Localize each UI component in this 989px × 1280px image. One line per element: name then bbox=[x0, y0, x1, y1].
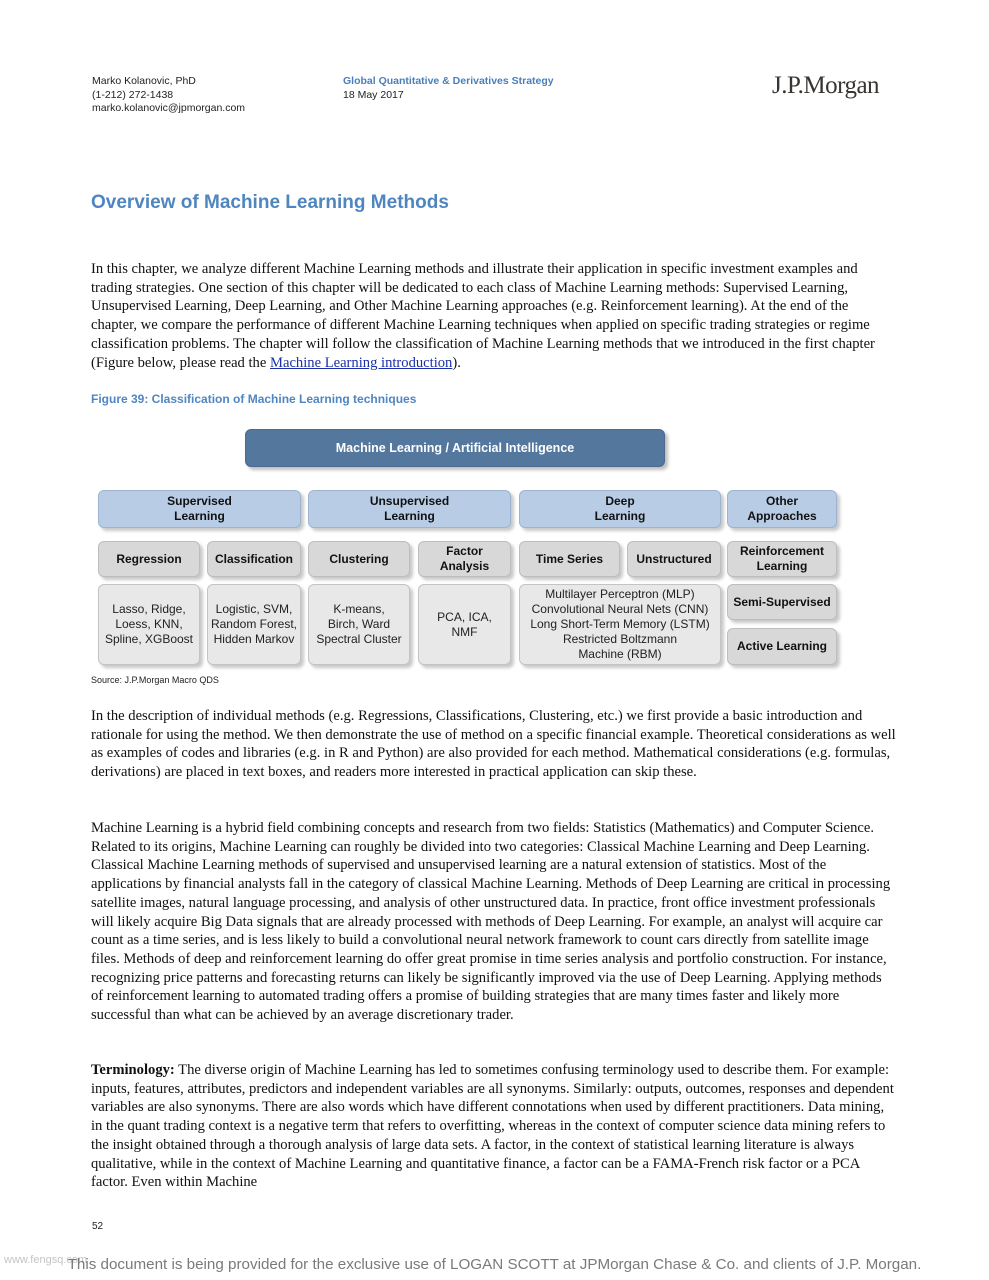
sub-factor-line1: Factor bbox=[446, 544, 483, 558]
leaf-regression-line2: Loess, KNN, bbox=[115, 617, 183, 631]
leaf-factor-line2: NMF bbox=[451, 624, 478, 639]
category-unsupervised-line1: Unsupervised bbox=[369, 494, 450, 508]
report-date: 18 May 2017 bbox=[343, 88, 404, 101]
footer-disclaimer: This document is being provided for the exclusive use of LOGAN SCOTT at JPMorgan Chase & Co. and clients of J.P. Morgan. bbox=[67, 1256, 922, 1273]
category-other bbox=[727, 490, 837, 528]
leaf-regression-line3: Spline, XGBoost bbox=[104, 632, 194, 646]
sub-semi-supervised: Semi-Supervised bbox=[727, 584, 837, 620]
page-number: 52 bbox=[92, 1221, 104, 1232]
strategy-block bbox=[343, 75, 554, 102]
paragraph-ml-hybrid-field: Machine Learning is a hybrid field combining concepts and research from two fields: Statistics (Mathematics) and Computer Science. Related to its origins, Machine Learning can roughly be divided into two categories: Classical Machine Learning and Deep Learning. Classical Machine Learning methods of supervised and unsupervised learning are a natural extension of statistics. Most of the applications by financial analysts fall in the category of classical Machine Learning. Methods of Deep Learning are critical in processing satellite images, natural language processing, and analysis of other unstructured data. In practice, front office investment professionals will likely acquire Big Data signals that are already processed with methods of Deep Learning. For example, an analyst will acquire car count as a time series, and is less likely to build a convolutional neural network framework to count cars directly from satellite image files. Methods of deep and reinforcement learning do offer great promise in time series analysis and portfolio construction. For instance, recognizing price patterns and forecasting returns can likely be significantly improved via the use of Deep Learning. Applying methods of reinforcement learning to automated trading offers a promise of building strategies that are many times faster and likely more successful than what can be achieved by an average discretionary trader. bbox=[91, 820, 891, 1024]
terminology-label: Terminology: bbox=[91, 1062, 175, 1078]
leaf-deep-line2: Convolutional Neural Nets (CNN) bbox=[531, 602, 709, 616]
leaf-factor-line1: PCA, ICA, bbox=[437, 609, 492, 624]
category-supervised-line1: Supervised bbox=[167, 494, 232, 508]
sub-factor-line2: Analysis bbox=[439, 559, 490, 573]
category-deep-line1: Deep bbox=[605, 494, 635, 508]
sub-factor-analysis bbox=[418, 541, 511, 577]
leaf-deep-learning bbox=[519, 584, 721, 665]
leaf-deep-line5: Machine (RBM) bbox=[578, 647, 662, 661]
leaf-regression bbox=[98, 584, 200, 665]
leaf-factor-analysis bbox=[418, 584, 511, 665]
figure-caption: Figure 39: Classification of Machine Learning techniques bbox=[91, 392, 417, 406]
intro-text: In this chapter, we analyze different Machine Learning methods and illustrate their application in specific investment examples and trading strategies. One section of this chapter will be dedicated to each class of Machine Learning methods: Supervised Learning, Unsupervised Learning, Deep Learning, and Other Machine Learning approaches (e.g. Reinforcement learning). At the end of the chapter, we compare the performance of different Machine Learning techniques when applied on specific trading strategies or regime classification problems. The chapter will follow the classification of Machine Learning methods that we introduced in the first chapter (Figure below, please read the bbox=[91, 261, 875, 371]
category-supervised-line2: Learning bbox=[174, 509, 225, 523]
ml-introduction-link[interactable]: Machine Learning introduction bbox=[269, 354, 453, 371]
terminology-text: The diverse origin of Machine Learning has led to sometimes confusing terminology used to describe them. For example: inputs, features, attributes, predictors and independent variables are all synonyms. Similarly: outputs, outcomes, responses and dependent variables are also synonyms. There are also words which have different connotations when used by different practitioners. Data mining, in the quant trading context is a negative term that refers to overfitting, whereas in the context of computer science data mining refers to the insight obtained through a thorough analysis of large data sets. A factor, in the context of statistical learning literature is always qualitative, while in the context of Machine Learning and quantitative finance, a factor can be a FAMA-French risk factor or a PCA factor. Even within Machine bbox=[91, 1062, 894, 1191]
author-name: Marko Kolanovic, PhD bbox=[92, 75, 196, 87]
page-title: Overview of Machine Learning Methods bbox=[91, 192, 449, 213]
strategy-name: Global Quantitative & Derivatives Strategy bbox=[343, 75, 554, 87]
leaf-deep-line1: Multilayer Perceptron (MLP) bbox=[545, 587, 695, 601]
category-other-line1: Other bbox=[765, 494, 798, 508]
author-phone: (1-212) 272-1438 bbox=[92, 88, 174, 101]
paragraph-terminology bbox=[91, 1061, 896, 1192]
leaf-regression-line1: Lasso, Ridge, bbox=[112, 602, 186, 616]
sub-reinforcement-learning bbox=[727, 541, 837, 577]
leaf-classification-line3: Hidden Markov bbox=[213, 632, 295, 646]
leaf-deep-line3: Long Short-Term Memory (LSTM) bbox=[530, 617, 710, 631]
figure-source: Source: J.P.Morgan Macro QDS bbox=[91, 675, 219, 685]
watermark: www.fengsq.com bbox=[4, 1254, 88, 1266]
sub-regression: Regression bbox=[98, 541, 200, 577]
category-deep-line2: Learning bbox=[594, 509, 646, 523]
category-unsupervised bbox=[308, 490, 511, 528]
leaf-classification-line2: Random Forest, bbox=[210, 617, 298, 631]
leaf-classification-line1: Logistic, SVM, bbox=[215, 602, 293, 616]
sub-reinforcement-line1: Reinforcement bbox=[739, 544, 825, 558]
intro-paragraph bbox=[91, 260, 896, 372]
leaf-clustering bbox=[308, 584, 410, 665]
sub-clustering: Clustering bbox=[308, 541, 410, 577]
paragraph-methods-description: In the description of individual methods (e.g. Regressions, Classifications, Clustering, etc.) we first provide a basic introduction and rationale for using the method. We then demonstrate the use of method on a specific financial example. Theoretical considerations as well as examples of codes and libraries (e.g. in R and Python) are also provided for each method. Mathematical considerations (e.g. formulas, derivations) are placed in text boxes, and readers more interested in practical application can skip these. bbox=[91, 708, 896, 781]
jpmorgan-logo: J.P.Morgan bbox=[772, 72, 880, 99]
sub-active-learning: Active Learning bbox=[727, 628, 837, 665]
leaf-classification bbox=[207, 584, 301, 665]
category-unsupervised-line2: Learning bbox=[384, 509, 435, 523]
author-block bbox=[92, 75, 245, 116]
category-supervised bbox=[98, 490, 301, 528]
author-email: marko.kolanovic@jpmorgan.com bbox=[92, 102, 246, 114]
category-deep bbox=[519, 490, 721, 528]
leaf-clustering-line2: Birch, Ward bbox=[327, 617, 391, 631]
leaf-clustering-line3: Spectral Cluster bbox=[316, 632, 402, 646]
leaf-deep-line4: Restricted Boltzmann bbox=[562, 632, 678, 646]
category-other-line2: Approaches bbox=[747, 509, 817, 523]
sub-reinforcement-line2: Learning bbox=[756, 559, 808, 573]
intro-end: ). bbox=[452, 354, 461, 371]
sub-classification: Classification bbox=[207, 541, 301, 577]
leaf-clustering-line1: K-means, bbox=[333, 602, 385, 616]
root-node: Machine Learning / Artificial Intelligence bbox=[245, 429, 665, 467]
sub-unstructured: Unstructured bbox=[627, 541, 721, 577]
sub-time-series: Time Series bbox=[519, 541, 620, 577]
